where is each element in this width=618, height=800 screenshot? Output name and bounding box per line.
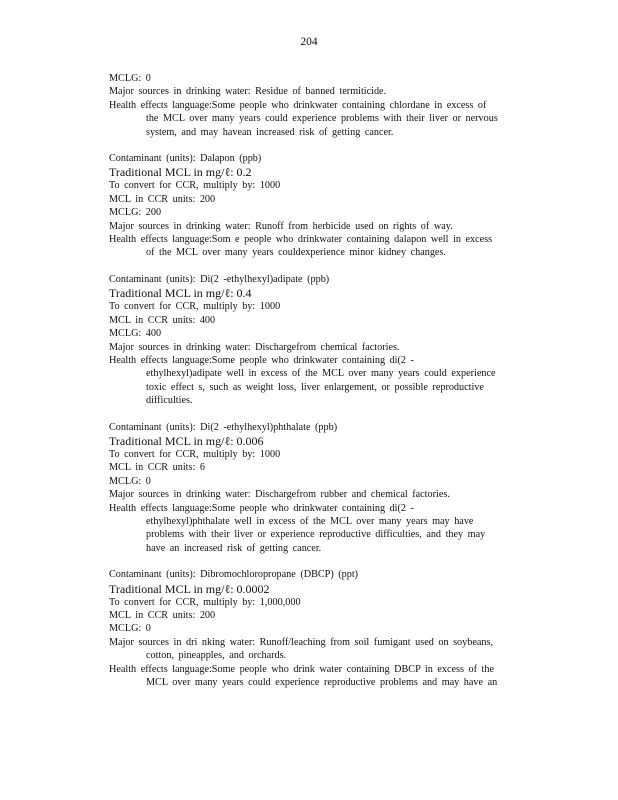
convert-line: To convert for CCR, multiply by: 1,000,000 xyxy=(109,596,301,608)
health-effects xyxy=(109,663,549,690)
health-line: Health effects language:Some people who drinkwater containing chlordane in excess of xyxy=(109,99,487,111)
health-line: difficulties. xyxy=(146,395,193,407)
contaminant-line: Contaminant (units): Dalapon (ppb) xyxy=(109,153,262,165)
sources-line: Major sources in drinking water: Dischargefrom chemical factories. xyxy=(109,341,400,353)
contaminant-line: Contaminant (units): Di(2 -ethylhexyl)phthalate (ppb) xyxy=(109,421,338,433)
mclg-line: MCLG: 0 xyxy=(109,475,151,487)
sources xyxy=(109,636,549,663)
contaminant-entry xyxy=(109,568,549,689)
sources-line: Major sources in drinking water: Dischargefrom rubber and chemical factories. xyxy=(109,489,450,501)
health-line: system, and may havean increased risk of getting cancer. xyxy=(146,126,394,138)
health-effects xyxy=(109,99,549,139)
health-line: Health effects language:Som e people who drinkwater containing dalapon well in excess xyxy=(109,234,493,246)
health-effects xyxy=(109,502,549,556)
health-line: MCL over many years could experience reproductive problems and may have an xyxy=(146,677,498,689)
sources-line: cotton, pineapples, and orchards. xyxy=(146,650,287,662)
traditional-mcl-line: Traditional MCL in mg/ℓ: 0.0002 xyxy=(109,581,270,596)
mclg-line: MCLG: 0 xyxy=(109,73,151,84)
convert-line: To convert for CCR, multiply by: 1000 xyxy=(109,180,281,192)
health-line: ethylhexyl)adipate well in excess of the MCL over many years could experience xyxy=(146,368,496,380)
mcl-ccr-line: MCL in CCR units: 6 xyxy=(109,462,205,474)
health-line: of the MCL over many years couldexperience minor kidney changes. xyxy=(146,247,446,259)
mclg-line: MCLG: 400 xyxy=(109,328,162,340)
contaminant-entry xyxy=(109,152,549,260)
page-number: 204 xyxy=(300,36,318,48)
contaminant-entry xyxy=(109,421,549,556)
sources-line: Major sources in dri nking water: Runoff/leaching from soil fumigant used on soybeans, xyxy=(109,636,493,648)
contaminant-line: Contaminant (units): Dibromochloropropane (DBCP) (ppt) xyxy=(109,569,359,581)
health-line: have an increased risk of getting cancer. xyxy=(146,542,322,554)
health-line: Health effects language:Some people who drinkwater containing di(2 - xyxy=(109,502,414,514)
top-block xyxy=(109,72,549,139)
traditional-mcl-line: Traditional MCL in mg/ℓ: 0.006 xyxy=(109,433,264,448)
convert-line: To convert for CCR, multiply by: 1000 xyxy=(109,448,281,460)
health-effects xyxy=(109,354,549,408)
sources-line: Major sources in drinking water: Residue of banned termiticide. xyxy=(109,86,387,98)
mcl-ccr-line: MCL in CCR units: 200 xyxy=(109,193,216,205)
health-line: problems with their liver or experience reproductive difficulties, and they may xyxy=(146,529,486,541)
health-line: toxic effect s, such as weight loss, liver enlargement, or possible reproductive xyxy=(146,381,484,393)
health-line: ethylhexyl)phthalate well in excess of the MCL over many years may have xyxy=(146,515,474,527)
document-body xyxy=(109,72,549,689)
mclg-line: MCLG: 0 xyxy=(109,623,151,635)
health-line: the MCL over many years could experience problems with their liver or nervous xyxy=(146,113,498,125)
mcl-ccr-line: MCL in CCR units: 400 xyxy=(109,314,216,326)
convert-line: To convert for CCR, multiply by: 1000 xyxy=(109,301,281,313)
sources-line: Major sources in drinking water: Runoff from herbicide used on rights of way. xyxy=(109,220,453,232)
health-line: Health effects language:Some people who drink water containing DBCP in excess of the xyxy=(109,663,494,675)
traditional-mcl-line: Traditional MCL in mg/ℓ: 0.4 xyxy=(109,286,252,301)
mclg-line: MCLG: 200 xyxy=(109,207,162,219)
health-effects xyxy=(109,233,549,260)
mcl-ccr-line: MCL in CCR units: 200 xyxy=(109,610,216,621)
traditional-mcl-line: Traditional MCL in mg/ℓ: 0.2 xyxy=(109,165,252,180)
contaminant-line: Contaminant (units): Di(2 -ethylhexyl)adipate (ppb) xyxy=(109,273,330,285)
contaminant-entry xyxy=(109,273,549,408)
health-line: Health effects language:Some people who drinkwater containing di(2 - xyxy=(109,354,414,366)
